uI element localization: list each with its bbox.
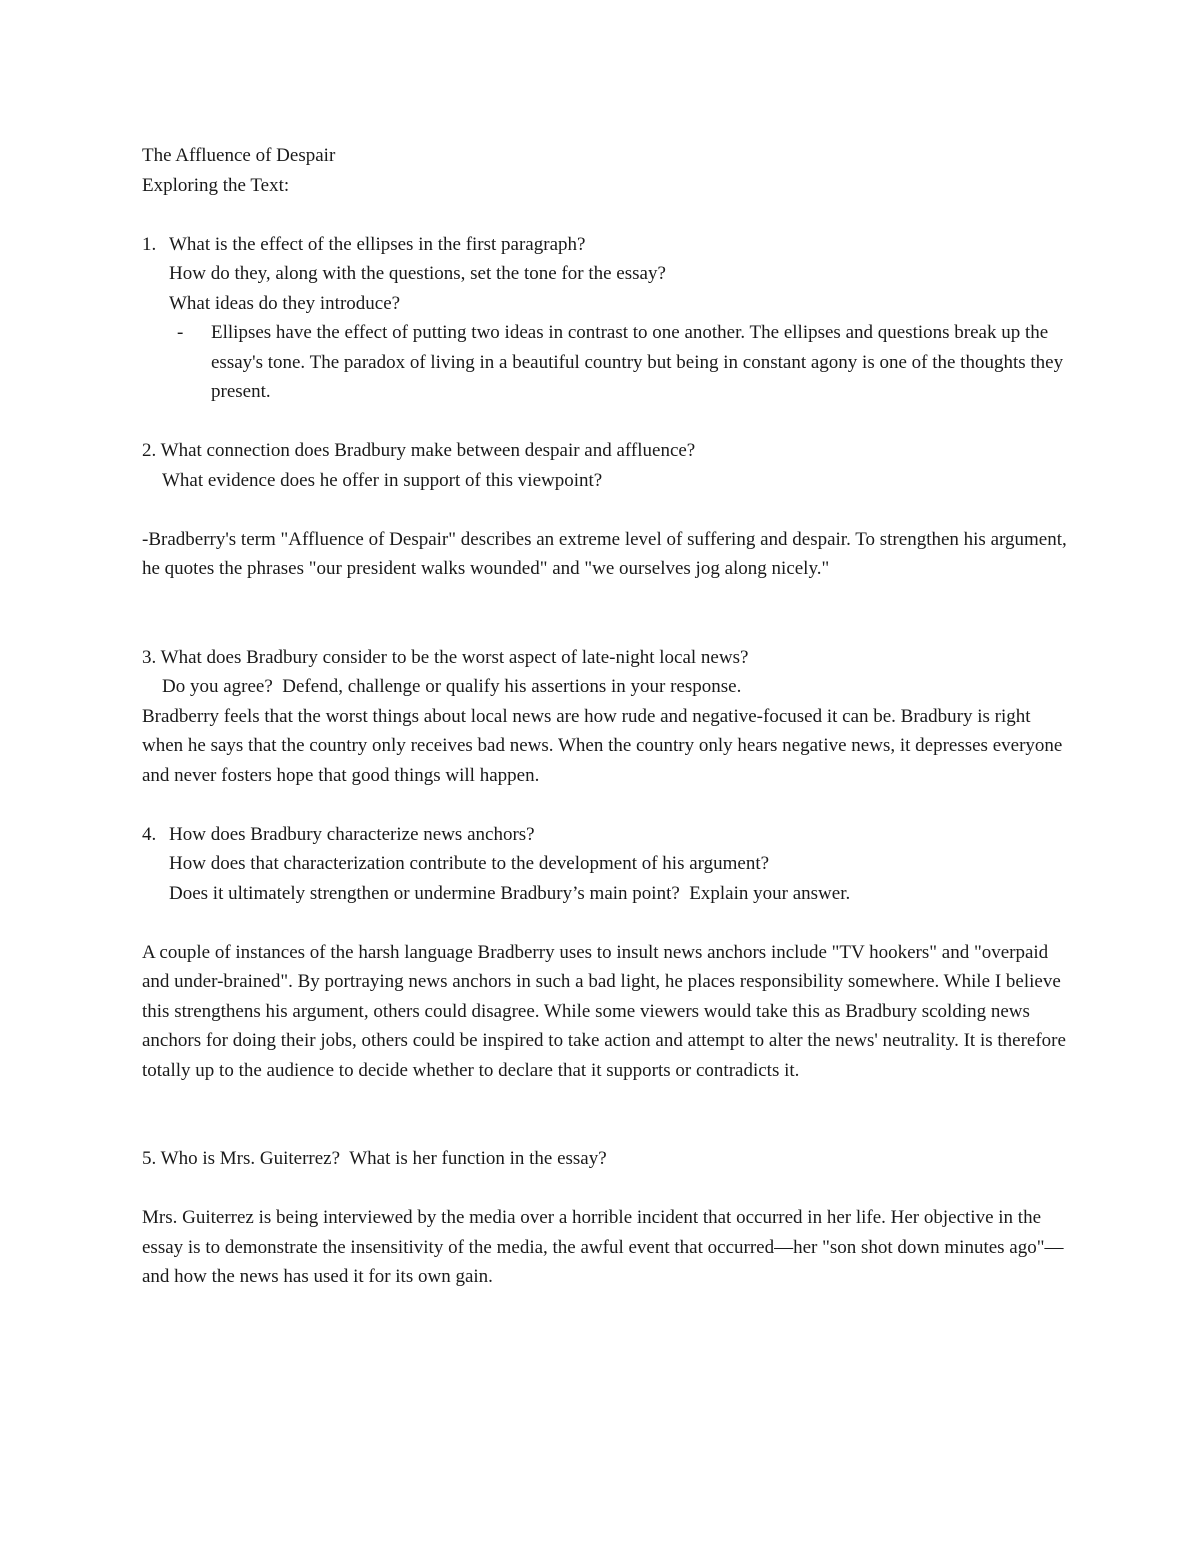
spacer (142, 495, 1072, 525)
document-title: The Affluence of Despair (142, 145, 336, 166)
spacer (142, 790, 1072, 820)
spacer (142, 200, 1072, 230)
question-3-line-2: Do you agree? Defend, challenge or qualify his assertions in your response. (162, 676, 742, 697)
question-1-number: 1. (142, 233, 157, 255)
question-3-line-1: 3. What does Bradbury consider to be the worst aspect of late-night local news? (142, 646, 749, 668)
question-4-line-1: How does Bradbury characterize news anchors? (169, 823, 535, 845)
question-4-number: 4. (142, 823, 157, 845)
question-4-line-2: How does that characterization contribute to the development of his argument? (169, 853, 770, 874)
question-4-first-line (142, 820, 1072, 850)
question-1-line-1: What is the effect of the ellipses in the first paragraph? (169, 233, 586, 255)
question-3 (142, 643, 1072, 702)
question-4-answer: A couple of instances of the harsh language Bradberry uses to insult news anchors include "TV hookers" and "overpaid and under-brained". By portraying news anchors in such a bad light, he places responsibility somewhere. While I believe this strengthens his argument, others could disagree. While some viewers would take this as Bradbury scolding news anchors for doing their jobs, others could be inspired to take action and attempt to alter the news' neutrality. It is therefore totally up to the audience to decide whether to declare that it supports or contradicts it. (142, 941, 1066, 1081)
spacer (142, 908, 1072, 938)
question-2-answer: -Bradberry's term "Affluence of Despair" describes an extreme level of suffering and despair. To strengthen his argument, he quotes the phrases "our president walks wounded" and "we ourselves jog along nicely." (142, 528, 1067, 579)
question-1-line-2: How do they, along with the questions, set the tone for the essay? (169, 263, 666, 284)
spacer (142, 407, 1072, 437)
question-1 (142, 230, 1072, 407)
question-4-line-3: Does it ultimately strengthen or undermine Bradbury’s main point? Explain your answer. (169, 882, 851, 904)
bullet-marker: - (177, 322, 184, 343)
spacer (142, 1085, 1072, 1144)
question-3-answer: Bradberry feels that the worst things about local news are how rude and negative-focused it can be. Bradbury is right when he says that the country only receives bad news. When the country only hears negative news, it depresses everyone and never fosters hope that good things will happen. (142, 705, 1063, 786)
question-4 (142, 820, 1072, 909)
question-5-line-1: 5. Who is Mrs. Guiterrez? What is her function in the essay? (142, 1148, 607, 1169)
spacer (142, 1174, 1072, 1204)
question-2-line-2: What evidence does he offer in support of this viewpoint? (162, 469, 603, 491)
question-2-line-1: 2. What connection does Bradbury make between despair and affluence? (142, 440, 696, 461)
document-subtitle: Exploring the Text: (142, 174, 290, 196)
spacer (142, 584, 1072, 643)
document-body (142, 141, 1072, 1292)
question-1-answer-text: Ellipses have the effect of putting two ideas in contrast to one another. The ellipses and questions break up the essay's tone. The paradox of living in a beautiful country but being in constant agony is one of the thoughts they present. (211, 322, 1064, 402)
question-1-answer (142, 318, 1072, 407)
question-1-first-line (142, 230, 1072, 260)
question-2 (142, 436, 1072, 495)
question-1-line-3: What ideas do they introduce? (169, 292, 401, 314)
question-5-answer: Mrs. Guiterrez is being interviewed by the media over a horrible incident that occurred in her life. Her objective in the essay is to demonstrate the insensitivity of the media, the awful event that occurred—her "son shot down minutes ago"—and how the news has used it for its own gain. (142, 1207, 1064, 1287)
